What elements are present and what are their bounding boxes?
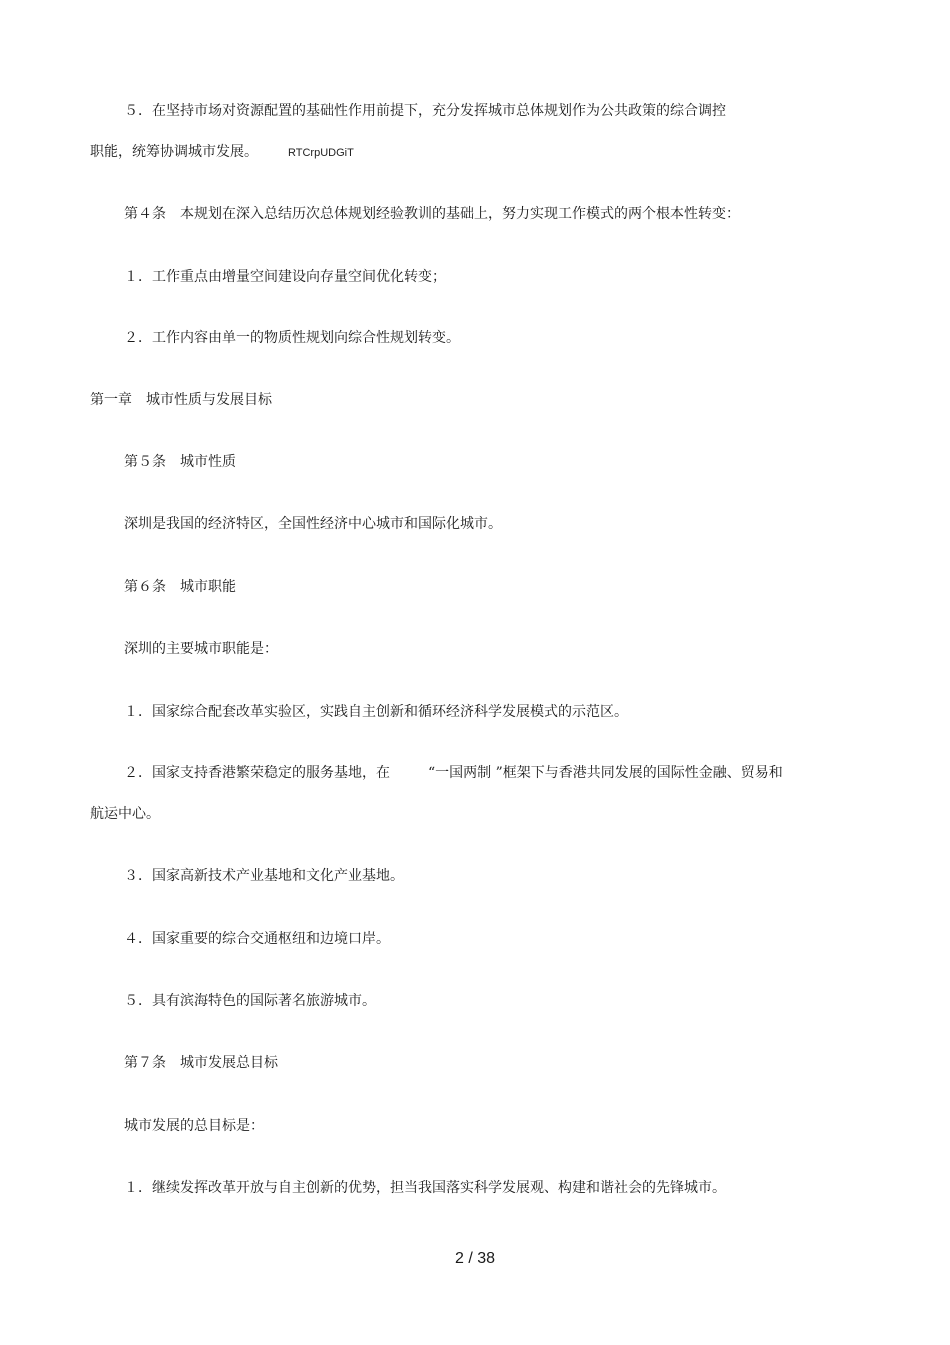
page-number: 2 / 38 [454, 1250, 496, 1267]
list-item [124, 1178, 726, 1198]
paragraph-text: ５．在坚持市场对资源配置的基础性作用前提下，充分发挥城市总体规划作为公共政策的综合调控 [124, 103, 726, 119]
paragraph-text: 深圳是我国的经济特区，全国性经济中心城市和国际化城市。 [124, 516, 502, 532]
paragraph-continuation [90, 142, 354, 163]
paragraph [124, 514, 502, 534]
article-title: 第６条 城市职能 [124, 579, 236, 595]
list-item [124, 991, 376, 1011]
chapter-heading [90, 390, 272, 410]
paragraph [124, 1116, 264, 1136]
list-item-text: ４．国家重要的综合交通枢纽和边境口岸。 [124, 931, 390, 947]
article-title: 第７条 城市发展总目标 [124, 1055, 278, 1071]
list-item-text: １．国家综合配套改革实验区，实践自主创新和循环经济科学发展模式的示范区。 [124, 704, 628, 720]
article-4 [124, 204, 740, 224]
list-item [124, 866, 404, 886]
list-item-text: １．工作重点由增量空间建设向存量空间优化转变； [124, 269, 446, 285]
paragraph-text: 深圳的主要城市职能是： [124, 641, 278, 657]
list-item [124, 929, 390, 949]
list-item-continuation [90, 804, 160, 824]
list-item-text: ５．具有滨海特色的国际著名旅游城市。 [124, 993, 376, 1009]
paragraph-text: 职能，统筹协调城市发展。 [90, 144, 258, 160]
list-item [124, 763, 783, 783]
article-5-heading [124, 452, 236, 472]
article-title: 第５条 城市性质 [124, 454, 236, 470]
paragraph-item-5 [124, 101, 726, 121]
article-7-heading [124, 1053, 278, 1073]
reference-code: RTCrpUDGiT [288, 147, 354, 159]
article-6-heading [124, 577, 236, 597]
list-item-text: １．继续发挥改革开放与自主创新的优势，担当我国落实科学发展观、构建和谐社会的先锋城市。 [124, 1180, 726, 1196]
list-item-text: ２．工作内容由单一的物质性规划向综合性规划转变。 [124, 330, 460, 346]
list-item [124, 267, 446, 287]
article-text: 第４条 本规划在深入总结历次总体规划经验教训的基础上，努力实现工作模式的两个根本性转变： [124, 206, 740, 222]
list-item [124, 328, 460, 348]
list-item-text: 航运中心。 [90, 806, 160, 822]
list-item [124, 702, 628, 722]
list-item-text: “一国两制 ”框架下与香港共同发展的国际性金融、贸易和 [428, 765, 783, 781]
paragraph-text: 城市发展的总目标是： [124, 1118, 264, 1134]
chapter-title: 第一章 城市性质与发展目标 [90, 392, 272, 408]
list-item-text: ２．国家支持香港繁荣稳定的服务基地，在 [124, 765, 390, 781]
paragraph [124, 639, 278, 659]
list-item-text: ３．国家高新技术产业基地和文化产业基地。 [124, 868, 404, 884]
